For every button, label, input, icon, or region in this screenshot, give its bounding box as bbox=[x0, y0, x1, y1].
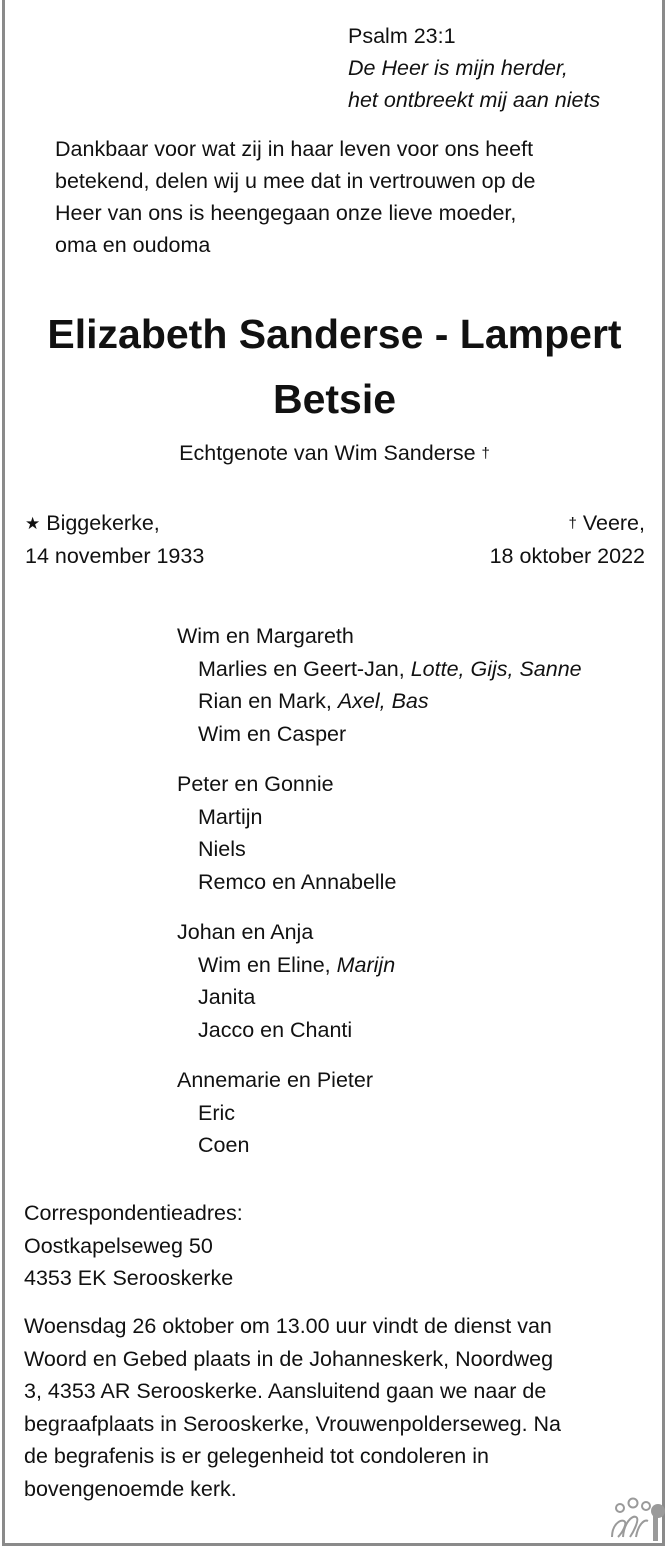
family-group bbox=[177, 620, 582, 750]
family-child: Janita bbox=[198, 985, 256, 1009]
intro-text bbox=[55, 133, 535, 261]
intro-line: Dankbaar voor wat zij in haar leven voor ons heeft bbox=[55, 137, 534, 161]
service-line: de begrafenis is er gelegenheid tot condoleren in bbox=[24, 1444, 489, 1468]
family-child: Marlies en Geert-Jan, Lotte, Gijs, Sanne bbox=[198, 656, 582, 681]
death-place: Veere, bbox=[582, 511, 645, 535]
family-list bbox=[177, 620, 582, 1180]
death-info bbox=[490, 507, 645, 573]
family-tree-logo-icon bbox=[606, 1497, 666, 1543]
service-line: bovengenoemde kerk. bbox=[24, 1476, 237, 1501]
birth-date: 14 november 1933 bbox=[25, 544, 205, 568]
family-child: Jacco en Chanti bbox=[198, 1017, 353, 1042]
cross-icon: † bbox=[481, 445, 490, 462]
family-child: Niels bbox=[198, 837, 246, 861]
intro-line: oma en oudoma bbox=[55, 233, 211, 257]
correspondence-street: Oostkapelseweg 50 bbox=[24, 1233, 213, 1258]
spouse-text: Echtgenote van Wim Sanderse bbox=[179, 441, 476, 465]
service-info bbox=[24, 1310, 561, 1505]
spouse-line bbox=[0, 437, 669, 470]
family-child: Coen bbox=[198, 1133, 250, 1157]
family-group bbox=[177, 1064, 582, 1162]
family-head: Johan en Anja bbox=[177, 920, 314, 944]
psalm-line-2: het ontbreekt mij aan niets bbox=[348, 88, 601, 112]
death-date: 18 oktober 2022 bbox=[489, 544, 645, 568]
service-line: Woensdag 26 oktober om 13.00 uur vindt de dienst van bbox=[24, 1314, 552, 1338]
family-child: Eric bbox=[198, 1100, 236, 1125]
psalm-reference: Psalm 23:1 bbox=[348, 24, 456, 48]
family-head: Annemarie en Pieter bbox=[177, 1068, 373, 1092]
family-child: Rian en Mark, Axel, Bas bbox=[198, 689, 429, 713]
intro-line: betekend, delen wij u mee dat in vertrouwen op de bbox=[55, 169, 536, 193]
family-group bbox=[177, 768, 582, 898]
family-group bbox=[177, 916, 582, 1046]
family-child: Wim en Casper bbox=[198, 721, 347, 746]
family-head: Peter en Gonnie bbox=[177, 772, 334, 796]
psalm-quote bbox=[348, 20, 600, 116]
correspondence-city: 4353 EK Serooskerke bbox=[24, 1266, 234, 1290]
service-line: begraafplaats in Serooskerke, Vrouwenpolderseweg. Na bbox=[24, 1411, 562, 1436]
deceased-nickname: Betsie bbox=[272, 376, 397, 422]
star-icon: ★ bbox=[25, 514, 41, 533]
birth-place: Biggekerke, bbox=[46, 511, 160, 535]
intro-line: Heer van ons is heengegaan onze lieve moeder, bbox=[55, 201, 517, 225]
family-head: Wim en Margareth bbox=[177, 624, 354, 648]
service-line: 3, 4353 AR Serooskerke. Aansluitend gaan we naar de bbox=[24, 1379, 547, 1403]
birth-info bbox=[25, 507, 204, 573]
deceased-name: Elizabeth Sanderse - Lampert bbox=[47, 311, 622, 357]
family-child: Remco en Annabelle bbox=[198, 869, 397, 894]
correspondence-address bbox=[24, 1197, 243, 1295]
family-child: Wim en Eline, Marijn bbox=[198, 952, 396, 977]
psalm-line-1: De Heer is mijn herder, bbox=[348, 56, 568, 80]
cross-icon: † bbox=[568, 515, 577, 532]
correspondence-label: Correspondentieadres: bbox=[24, 1201, 243, 1225]
service-line: Woord en Gebed plaats in de Johanneskerk, Noordweg bbox=[24, 1346, 554, 1371]
family-child: Martijn bbox=[198, 804, 263, 829]
